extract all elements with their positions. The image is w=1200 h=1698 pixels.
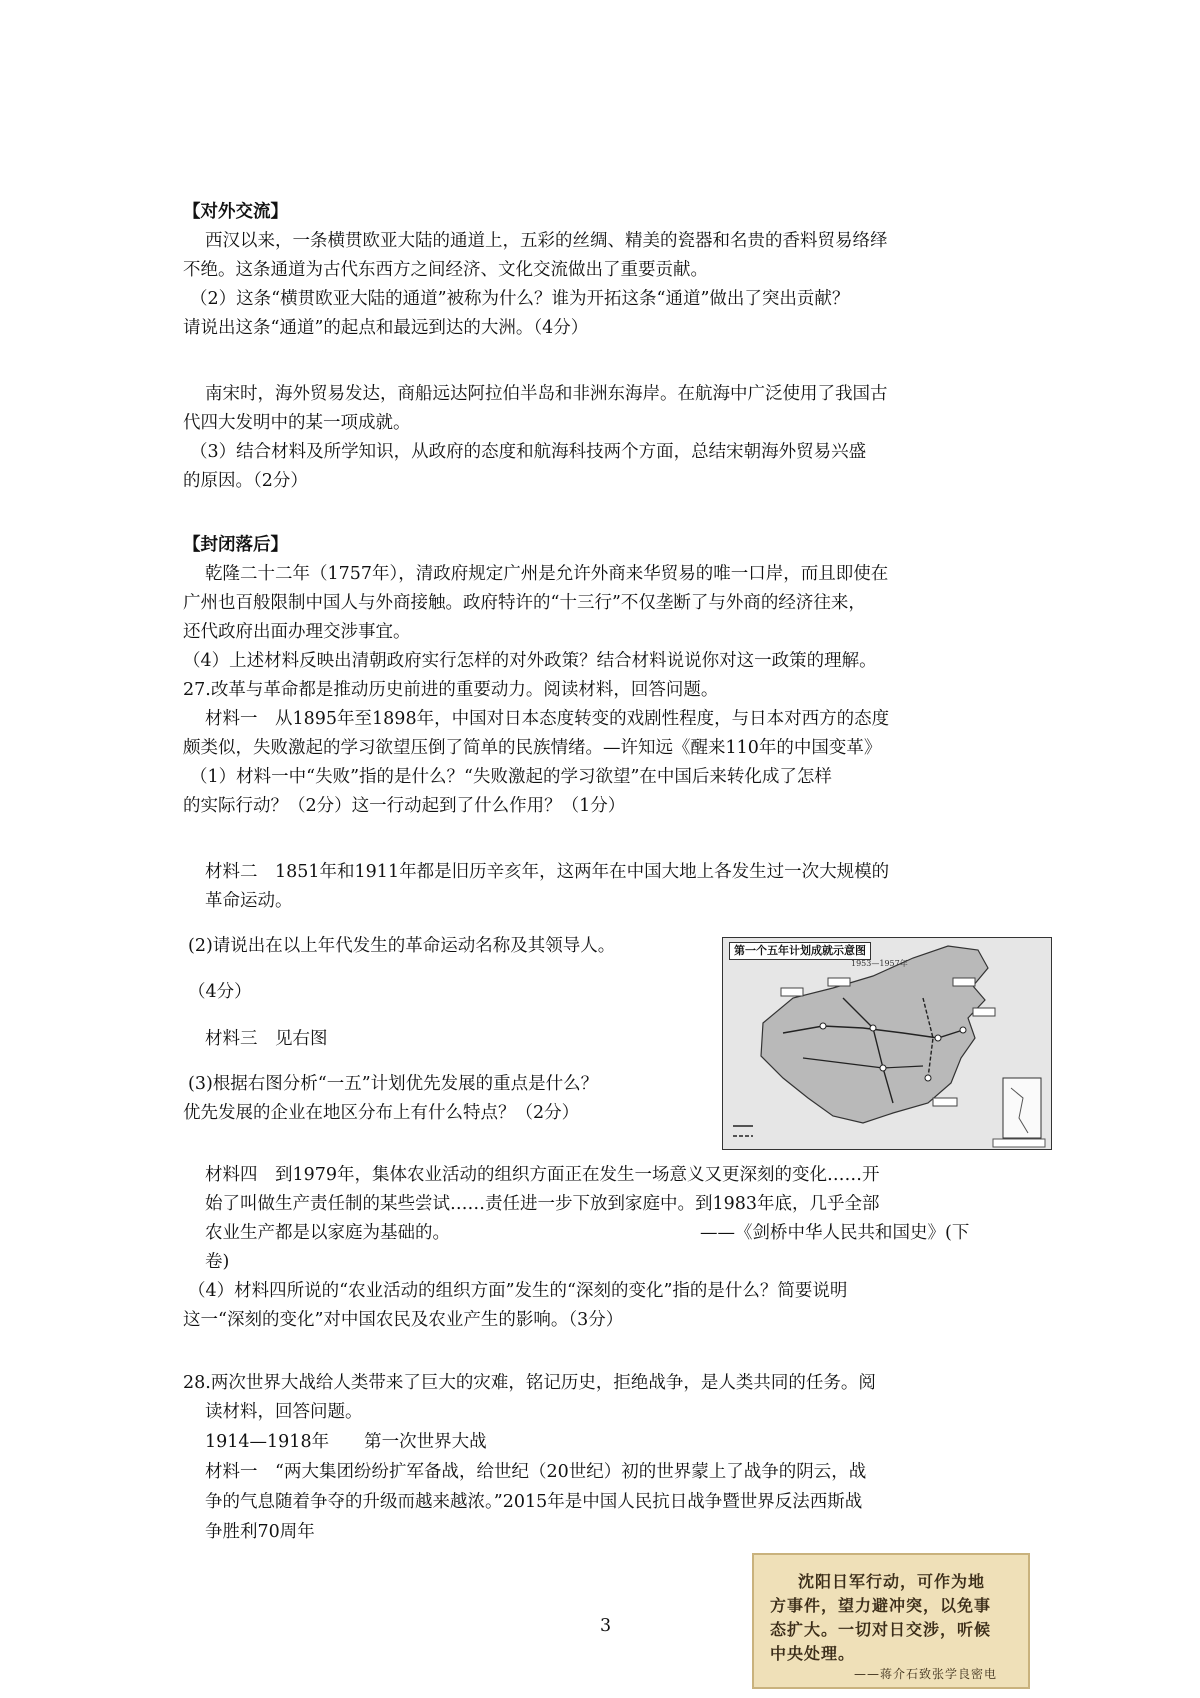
material-1: 颇类似，失败激起的学习欲望压倒了简单的民族情绪。—许知远《醒来110年的中国变革》 — [183, 738, 882, 758]
sub-question-4: 这一“深刻的变化”对中国农民及农业产生的影响。（3分） — [183, 1310, 624, 1330]
question-2: 请说出这条“通道”的起点和最远到达的大洲。（4分） — [183, 318, 589, 338]
note-line: 沈阳日军行动，可作为地 — [798, 1572, 986, 1591]
material-2: 材料二 1851年和1911年都是旧历辛亥年，这两年在中国大地上各发生过一次大规模的 — [205, 862, 890, 882]
china-map-illustration — [723, 938, 1051, 1149]
material-2: 革命运动。 — [205, 891, 293, 911]
question-28-title: 28.两次世界大战给人类带来了巨大的灾难，铭记历史，拒绝战争，是人类共同的任务。阅 — [183, 1373, 876, 1393]
note-line: 方事件，望力避冲突，以免事 — [770, 1596, 992, 1615]
material-4: 始了叫做生产责任制的某些尝试……责任进一步下放到家庭中。到1983年底，几乎全部 — [205, 1194, 880, 1214]
map-years: 1953—1957年 — [851, 959, 908, 968]
sub-question-4: （4）材料四所说的“农业活动的组织方面”发生的“深刻的变化”指的是什么？简要说明 — [188, 1281, 848, 1301]
material-4: 卷) — [205, 1252, 230, 1272]
material-3: 材料三 见右图 — [205, 1029, 328, 1049]
material-1: 争胜利70周年 — [205, 1522, 315, 1542]
heading-foreign-exchange: 【对外交流】 — [183, 202, 288, 222]
paragraph: 不绝。这条通道为古代东西方之间经济、文化交流做出了重要贡献。 — [183, 260, 708, 280]
paragraph: 乾隆二十二年（1757年），清政府规定广州是允许外商来华贸易的唯一口岸，而且即使在 — [205, 564, 889, 584]
paragraph: 南宋时，海外贸易发达，商船远达阿拉伯半岛和非洲东海岸。在航海中广泛使用了我国古 — [205, 384, 888, 404]
paragraph: 西汉以来，一条横贯欧亚大陆的通道上，五彩的丝绸、精美的瓷器和名贵的香料贸易络绎 — [205, 231, 888, 251]
material-1: 材料一 “两大集团纷纷扩军备战，给世纪（20世纪）初的世界蒙上了战争的阴云，战 — [205, 1462, 867, 1482]
sub-question-2: （4分） — [188, 982, 252, 1002]
question-4: （4）上述材料反映出清朝政府实行怎样的对外政策？结合材料说说你对这一政策的理解。 — [183, 651, 877, 671]
question-28-title: 读材料，回答问题。 — [205, 1402, 363, 1422]
map-title: 第一个五年计划成就示意图 — [729, 942, 871, 960]
material-1: 争的气息随着争夺的升级而越来越浓。”2015年是中国人民抗日战争暨世界反法西斯战 — [205, 1492, 863, 1512]
question-2: （2）这条“横贯欧亚大陆的通道”被称为什么？谁为开拓这条“通道”做出了突出贡献？ — [190, 289, 850, 309]
page-number: 3 — [600, 1616, 612, 1636]
note-line: 中央处理。 — [770, 1644, 856, 1663]
note-signature: ——蒋介石致张学良密电 — [854, 1667, 998, 1681]
paragraph: 广州也百般限制中国人与外商接触。政府特许的“十三行”不仅垄断了与外商的经济往来， — [183, 593, 866, 613]
material-4: 材料四 到1979年，集体农业活动的组织方面正在发生一场意义又更深刻的变化……开 — [205, 1165, 880, 1185]
paragraph: 还代政府出面办理交涉事宜。 — [183, 622, 411, 642]
question-27-title: 27.改革与革命都是推动历史前进的重要动力。阅读材料，回答问题。 — [183, 680, 719, 700]
question-3: （3）结合材料及所学知识，从政府的态度和航海科技两个方面，总结宋朝海外贸易兴盛 — [190, 442, 867, 462]
material-4-source: ——《剑桥中华人民共和国史》(下 — [700, 1223, 970, 1243]
material-1: 材料一 从1895年至1898年，中国对日本态度转变的戏剧性程度，与日本对西方的态度 — [205, 709, 890, 729]
material-4: 农业生产都是以家庭为基础的。 — [205, 1223, 450, 1243]
sub-question-2: (2)请说出在以上年代发生的革命运动名称及其领导人。 — [188, 936, 616, 956]
sub-question-1: 的实际行动？（2分）这一行动起到了什么作用？（1分） — [183, 796, 626, 816]
period-label: 1914—1918年 第一次世界大战 — [205, 1432, 487, 1452]
question-3: 的原因。（2分） — [183, 471, 308, 491]
note-line: 态扩大。一切对日交涉，听候 — [770, 1620, 992, 1639]
paragraph: 代四大发明中的某一项成就。 — [183, 413, 411, 433]
five-year-plan-map — [722, 937, 1052, 1150]
heading-closed-backward: 【封闭落后】 — [183, 535, 288, 555]
sub-question-3: 优先发展的企业在地区分布上有什么特点？（2分） — [183, 1103, 580, 1123]
sub-question-3: (3)根据右图分析“一五”计划优先发展的重点是什么？ — [188, 1074, 599, 1094]
sub-question-1: （1）材料一中“失败”指的是什么？“失败激起的学习欲望”在中国后来转化成了怎样 — [190, 767, 832, 787]
telegram-note-image — [752, 1553, 1030, 1689]
